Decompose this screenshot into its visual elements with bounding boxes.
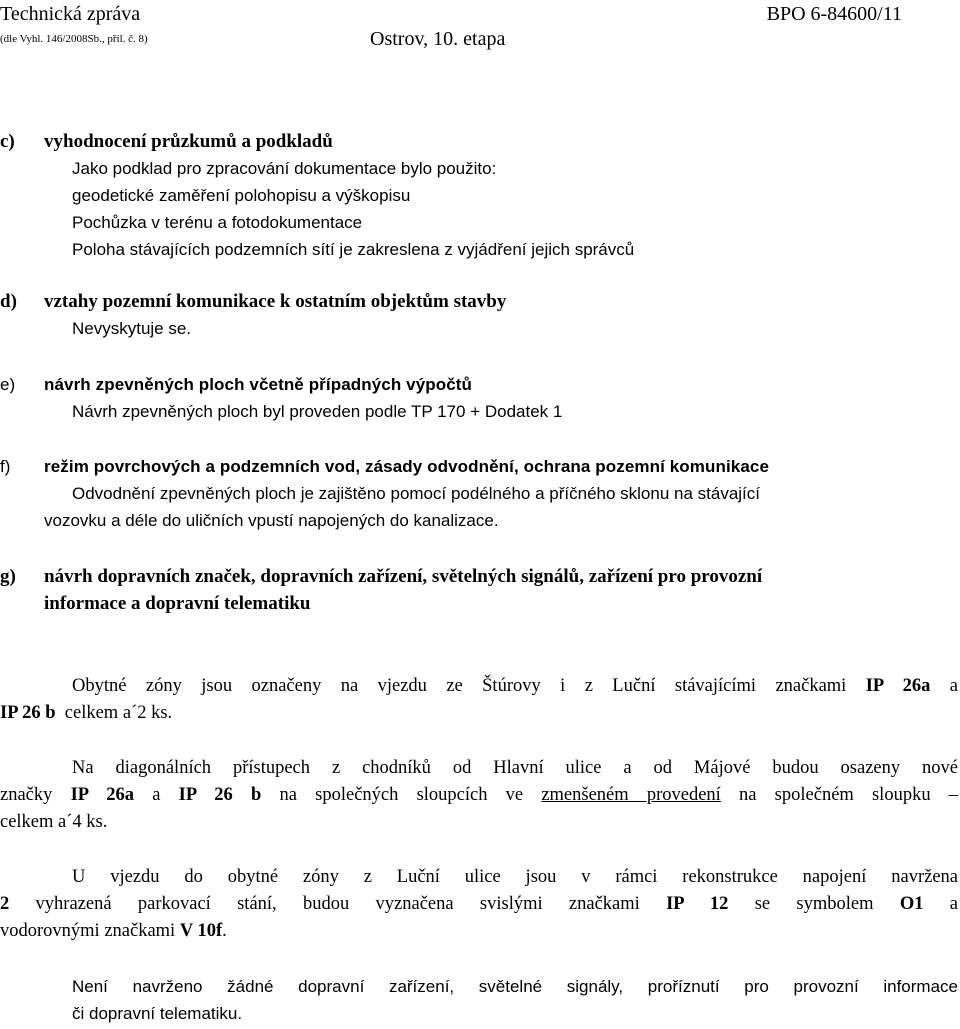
section-letter: d) [0,291,17,312]
count-value: 2 [0,894,10,914]
paragraph-line [0,700,958,727]
paragraph-line [0,673,958,700]
regulation-reference: (dle Vyhl. 146/2008Sb., příl. č. 8) [0,33,148,45]
body-line: geodetické zaměření polohopisu a výškopisu [72,186,411,205]
text-run: na společných sloupcích ve [261,785,542,805]
text-run: Obytné zóny jsou označeny na vjezdu ze Štúrovy i z Luční stávajícími značkami [72,676,866,696]
paragraph-parking [0,864,958,945]
paragraph-line [0,891,958,918]
underlined-text: zmenšeném provedení [541,785,721,805]
section-body [44,480,960,534]
paragraph-line: Na diagonálních přístupech z chodníků od Hlavní ulice a od Májové budou osazeny nové [72,758,958,778]
sign-code: IP 26a [70,785,135,805]
section-letter: e) [0,375,16,394]
paragraph-line [0,918,958,945]
sign-code: V 10f [179,921,223,941]
text-run: na společném sloupku – [720,785,959,805]
paragraph-no-equipment [0,973,958,1027]
body-line: Jako podklad pro zpracování dokumentace bylo použito: [72,159,497,178]
paragraph-diagonal-access [0,755,958,836]
body-line: Nevyskytuje se. [72,319,192,338]
paragraph-line: U vjezdu do obytné zóny z Luční ulice jsou v rámci rekonstrukce napojení navržena [72,867,958,887]
section-body [72,155,634,263]
document-number: BPO 6-84600/11 [766,3,902,25]
section-heading [44,563,960,617]
text-run: vyhrazená parkovací stání, budou vyznačena svislými značkami [9,894,667,914]
text-run: a [923,894,958,914]
sign-code: IP 26 b [0,703,56,723]
report-title: Technická zpráva [0,3,141,25]
sign-code: IP 26 b [178,785,262,805]
body-line: Návrh zpevněných ploch byl proveden podle TP 170 + Dodatek 1 [72,402,563,421]
text-run: se symbolem [728,894,900,914]
section-body [72,315,191,342]
section-heading: vztahy pozemní komunikace k ostatním objektům stavby [44,291,507,312]
paragraph-signs-entry [0,673,958,727]
section-heading: režim povrchových a podzemních vod, zásady odvodnění, ochrana pozemní komunikace [44,457,770,476]
heading-line: návrh dopravních značek, dopravních zařízení, světelných signálů, zařízení pro provozní [44,566,763,587]
paragraph-line: celkem a´4 ks. [0,812,108,832]
text-run: . [222,921,227,941]
body-line: Odvodnění zpevněných ploch je zajištěno pomocí podélného a příčného sklonu na stávající [72,484,761,503]
sign-code: IP 26a [865,676,931,696]
section-letter: g) [0,566,16,587]
body-line: vozovku a déle do uličních vpustí napojených do kanalizace. [44,511,499,530]
text-run: a [134,785,179,805]
paragraph-line [0,782,958,809]
body-line: Pochůzka v terénu a fotodokumentace [72,213,363,232]
paragraph-line: či dopravní telematiku. [72,1004,243,1023]
section-heading: vyhodnocení průzkumů a podkladů [44,131,333,152]
sign-code: O1 [899,894,924,914]
text-run: vodorovnými značkami [0,921,180,941]
sign-code: IP 12 [666,894,729,914]
section-heading: návrh zpevněných ploch včetně případných výpočtů [44,375,473,394]
section-body [72,398,562,425]
text-run: a [930,676,958,696]
heading-line: informace a dopravní telematiku [44,593,311,614]
location-label: Ostrov, 10. etapa [370,28,506,50]
paragraph-line: Není navrženo žádné dopravní zařízení, světelné signály, proříznutí pro provozní informace [72,977,958,996]
section-letter: c) [0,131,15,152]
body-line: Poloha stávajících podzemních sítí je zakreslena z vyjádření jejich správců [72,240,635,259]
text-run: celkem a´2 ks. [55,703,173,723]
text-run: značky [0,785,71,805]
section-letter: f) [0,457,11,476]
